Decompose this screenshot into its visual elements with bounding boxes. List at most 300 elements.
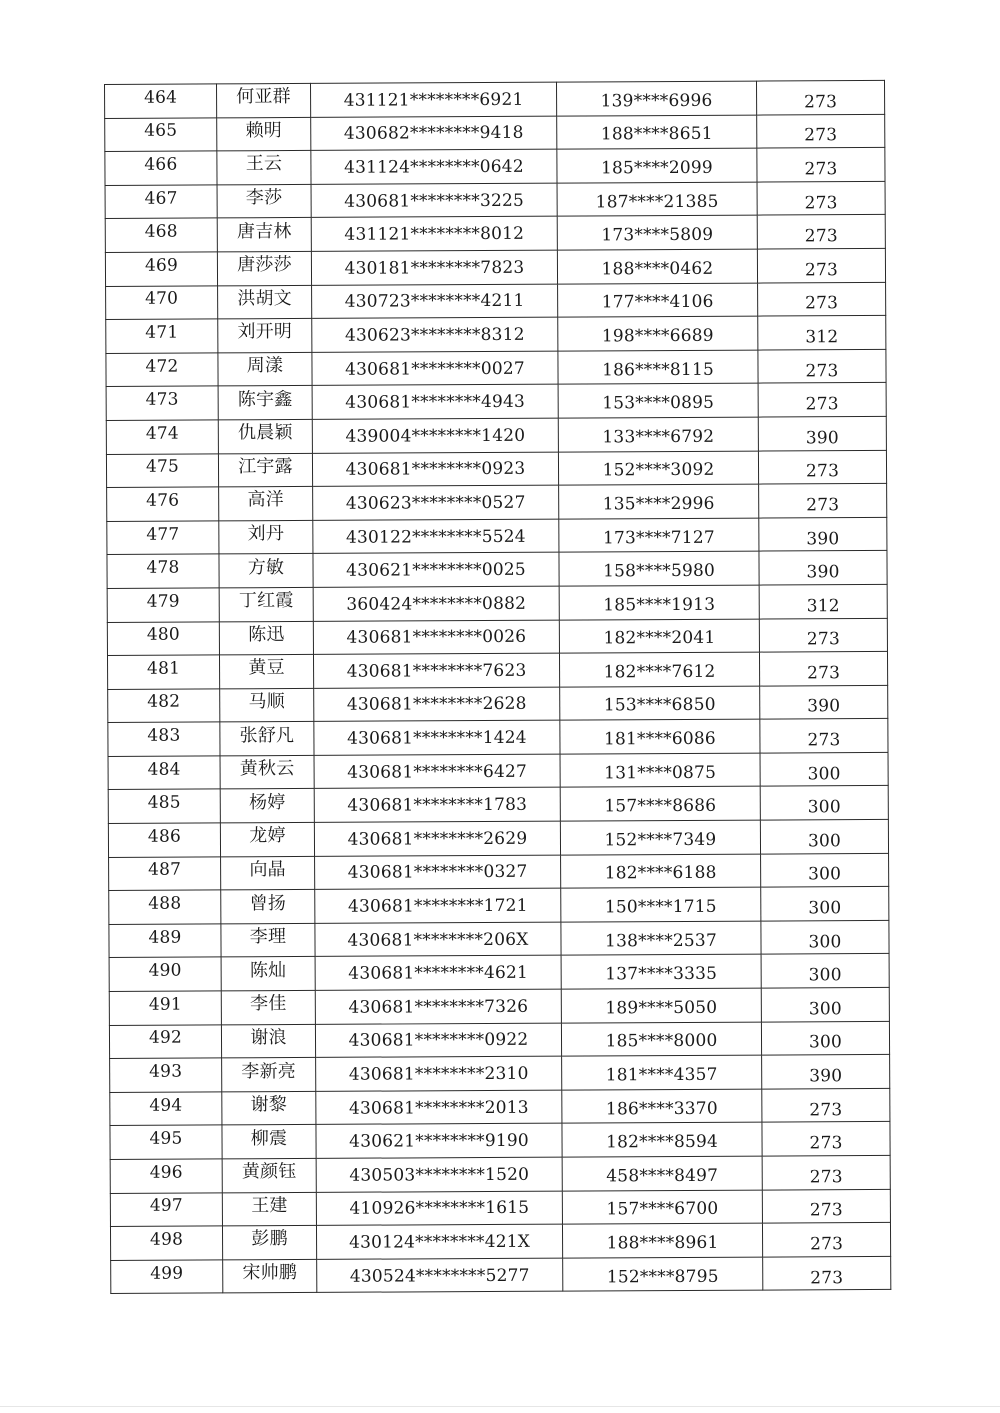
- phone-cell: [562, 1223, 762, 1258]
- id-number: 430681********0923: [345, 459, 526, 481]
- phone-cell: [562, 1190, 762, 1225]
- table-row: [107, 551, 887, 589]
- phone-cell: [560, 787, 760, 822]
- amount-cell: [761, 920, 889, 954]
- name-cell: [222, 1125, 316, 1159]
- row-number-cell: [107, 621, 219, 655]
- table-row: [109, 887, 889, 925]
- phone-number: 135****2996: [602, 493, 715, 515]
- phone-cell: [558, 316, 758, 351]
- phone-cell: [559, 585, 759, 620]
- row-number: 482: [147, 692, 181, 713]
- phone-number: 131****0875: [604, 762, 717, 784]
- phone-cell: [562, 1089, 762, 1124]
- scan-edge-line: [0, 1406, 1000, 1407]
- row-number-cell: [106, 353, 218, 387]
- phone-cell: [561, 921, 761, 956]
- phone-cell: [559, 652, 759, 687]
- amount: 273: [804, 159, 838, 180]
- amount-cell: [760, 685, 888, 719]
- phone-cell: [558, 283, 758, 318]
- table-row: [109, 987, 889, 1025]
- phone-cell: [556, 81, 756, 116]
- table-row: [107, 584, 887, 622]
- phone-number: 181****6086: [603, 728, 716, 750]
- person-name: 赖明: [245, 119, 283, 142]
- amount: 273: [805, 360, 839, 381]
- row-number-cell: [107, 521, 219, 555]
- person-name: 黄豆: [248, 657, 285, 679]
- amount-cell: [758, 450, 886, 484]
- phone-cell: [562, 1055, 762, 1090]
- row-number-cell: [107, 588, 219, 622]
- id-number: 430181********7823: [344, 257, 525, 279]
- row-number: 475: [145, 456, 180, 478]
- amount: 273: [805, 394, 839, 415]
- id-number: 360424********0882: [346, 593, 527, 615]
- amount: 300: [807, 797, 841, 818]
- id-number: 430681********0026: [346, 627, 527, 649]
- amount-cell: [761, 954, 889, 988]
- person-name: 李理: [249, 926, 287, 948]
- amount: 300: [807, 831, 842, 852]
- row-number: 474: [145, 423, 179, 444]
- id-number: 430681********1783: [347, 795, 528, 817]
- id-number: 431121********8012: [344, 223, 525, 245]
- phone-number: 188****8961: [606, 1232, 719, 1254]
- name-cell: [221, 923, 315, 957]
- id-number: 430682********9418: [343, 123, 524, 145]
- table-row: [107, 484, 887, 522]
- phone-cell: [561, 955, 761, 990]
- row-number-cell: [105, 252, 217, 286]
- phone-cell: [561, 854, 761, 889]
- row-number: 492: [148, 1028, 183, 1049]
- phone-cell: [559, 484, 759, 519]
- id-number-cell: [310, 82, 556, 117]
- amount: 300: [807, 763, 841, 784]
- table-row: [107, 517, 887, 555]
- id-number-cell: [314, 788, 560, 823]
- person-name: 王云: [245, 153, 283, 175]
- person-name: 高洋: [247, 489, 284, 511]
- row-number-cell: [106, 319, 218, 353]
- amount: 300: [808, 998, 842, 1020]
- id-number-cell: [313, 653, 559, 688]
- amount: 273: [806, 495, 840, 516]
- id-number-cell: [312, 317, 558, 352]
- person-name: 李新亮: [241, 1060, 297, 1082]
- row-number-cell: [109, 957, 221, 991]
- id-number: 430524********5277: [349, 1265, 530, 1287]
- id-number: 430681********7326: [348, 996, 529, 1018]
- row-number-cell: [110, 1226, 222, 1260]
- id-number-cell: [312, 384, 558, 419]
- row-number-cell: [111, 1260, 223, 1294]
- id-number: 430623********0527: [345, 492, 526, 514]
- id-number-cell: [316, 1157, 562, 1192]
- table-row: [106, 416, 886, 454]
- id-number-cell: [311, 149, 557, 184]
- amount: 390: [809, 1066, 843, 1087]
- roster-table: [104, 80, 891, 1294]
- row-number: 491: [148, 994, 182, 1015]
- table-row: [110, 1088, 890, 1126]
- row-number-cell: [110, 1192, 222, 1226]
- phone-cell: [557, 148, 757, 183]
- phone-cell: [561, 1022, 761, 1057]
- phone-number: 158****5980: [603, 560, 716, 582]
- phone-number: 182****8594: [606, 1132, 719, 1153]
- phone-number: 198****6689: [601, 325, 714, 347]
- row-number-cell: [109, 857, 221, 891]
- phone-cell: [562, 1156, 762, 1191]
- row-number-cell: [108, 689, 220, 723]
- phone-number: 153****6850: [603, 695, 716, 716]
- person-name: 张舒凡: [239, 724, 295, 746]
- table-row: [110, 1055, 890, 1093]
- person-name: 何亚群: [236, 86, 291, 108]
- table-row: [106, 349, 886, 387]
- row-number: 469: [144, 255, 179, 276]
- row-number: 487: [148, 860, 182, 881]
- phone-number: 153****0895: [602, 392, 715, 414]
- id-number-cell: [312, 452, 558, 487]
- row-number: 493: [149, 1061, 183, 1082]
- row-number-cell: [106, 453, 218, 487]
- amount-cell: [756, 80, 884, 114]
- name-cell: [220, 688, 314, 722]
- row-number: 494: [149, 1095, 183, 1116]
- id-number-cell: [315, 855, 561, 890]
- name-cell: [218, 352, 312, 386]
- phone-number: 157****6700: [606, 1199, 719, 1220]
- phone-number: 173****7127: [602, 527, 715, 548]
- phone-number: 185****1913: [603, 594, 716, 616]
- row-number-cell: [106, 285, 218, 319]
- phone-number: 157****8686: [604, 796, 717, 817]
- id-number: 430681********0327: [347, 862, 528, 884]
- row-number: 464: [143, 87, 178, 108]
- amount-cell: [761, 853, 889, 887]
- phone-cell: [559, 551, 759, 586]
- row-number: 472: [145, 356, 179, 377]
- table-row: [109, 920, 889, 958]
- id-number: 430681********0027: [345, 358, 525, 380]
- amount: 273: [809, 1200, 843, 1221]
- phone-number: 186****8115: [601, 359, 715, 380]
- table-row: [110, 1223, 890, 1261]
- row-number: 477: [146, 524, 180, 545]
- amount: 273: [804, 192, 838, 213]
- phone-number: 138****2537: [604, 930, 717, 952]
- amount: 390: [805, 427, 839, 449]
- amount-cell: [758, 349, 886, 383]
- amount-cell: [757, 215, 885, 249]
- amount: 273: [804, 91, 838, 113]
- phone-cell: [559, 518, 759, 553]
- person-name: 黄颜钰: [241, 1161, 297, 1183]
- row-number: 473: [145, 389, 179, 410]
- id-number: 430681********7623: [346, 660, 527, 682]
- person-name: 刘开明: [237, 321, 293, 343]
- row-number: 479: [146, 591, 180, 612]
- amount-cell: [757, 248, 885, 282]
- name-cell: [221, 890, 315, 924]
- name-cell: [221, 1024, 315, 1058]
- id-number-cell: [314, 821, 560, 856]
- amount-cell: [759, 651, 887, 685]
- id-number: 430681********2628: [346, 694, 527, 716]
- amount: 312: [805, 327, 839, 348]
- phone-cell: [557, 215, 757, 250]
- row-number: 495: [149, 1128, 183, 1149]
- amount: 273: [809, 1099, 843, 1120]
- id-number-cell: [313, 519, 559, 554]
- phone-number: 133****6792: [602, 426, 715, 448]
- id-number: 430503********1520: [349, 1164, 530, 1186]
- person-name: 李莎: [245, 187, 283, 209]
- amount: 273: [807, 730, 841, 751]
- person-name: 陈迅: [248, 623, 285, 646]
- amount-cell: [761, 887, 889, 921]
- amount-cell: [758, 383, 886, 417]
- amount: 273: [804, 259, 839, 281]
- amount: 390: [806, 528, 840, 549]
- id-number-cell: [316, 1056, 562, 1091]
- phone-number: 177****4106: [601, 292, 714, 313]
- amount-cell: [760, 752, 888, 786]
- amount: 273: [807, 663, 841, 684]
- amount-cell: [762, 1055, 890, 1089]
- row-number-cell: [105, 118, 217, 152]
- id-number: 430681********2629: [347, 828, 528, 850]
- id-number-cell: [311, 250, 557, 285]
- phone-number: 152****7349: [604, 829, 717, 851]
- row-number-cell: [110, 1092, 222, 1126]
- name-cell: [222, 1091, 316, 1125]
- id-number: 430621********0025: [346, 559, 526, 581]
- row-number-cell: [109, 991, 221, 1025]
- id-number-cell: [314, 687, 560, 722]
- phone-number: 185****8000: [605, 1031, 718, 1052]
- phone-cell: [560, 686, 760, 721]
- person-name: 龙婷: [249, 825, 286, 847]
- phone-cell: [559, 619, 759, 654]
- row-number: 498: [149, 1229, 184, 1250]
- amount-cell: [757, 114, 885, 148]
- name-cell: [218, 386, 312, 420]
- amount: 390: [807, 696, 841, 717]
- id-number: 431124********0642: [343, 156, 524, 178]
- amount: 273: [810, 1234, 844, 1255]
- person-name: 仇晨颖: [237, 422, 293, 444]
- phone-cell: [558, 451, 758, 486]
- name-cell: [217, 251, 311, 285]
- name-cell: [218, 453, 312, 487]
- name-cell: [219, 520, 313, 554]
- amount-cell: [757, 181, 885, 215]
- phone-cell: [557, 115, 757, 150]
- table-row: [109, 954, 889, 992]
- table-row: [105, 248, 885, 286]
- table-row: [110, 1189, 890, 1227]
- phone-cell: [558, 350, 758, 385]
- table-row: [106, 450, 886, 488]
- roster-body: [105, 80, 891, 1293]
- amount-cell: [758, 282, 886, 316]
- id-number-cell: [312, 351, 558, 386]
- person-name: 陈宇鑫: [237, 388, 293, 410]
- id-number: 430681********4621: [348, 963, 529, 984]
- id-number-cell: [311, 116, 557, 151]
- id-number-cell: [311, 183, 557, 218]
- table-row: [106, 383, 886, 421]
- name-cell: [221, 856, 315, 890]
- name-cell: [219, 554, 313, 588]
- row-number: 490: [148, 960, 182, 982]
- amount: 300: [808, 965, 842, 986]
- amount: 273: [809, 1166, 843, 1188]
- phone-number: 182****7612: [603, 661, 716, 683]
- name-cell: [223, 1259, 317, 1293]
- amount-cell: [762, 1122, 890, 1156]
- row-number-cell: [105, 84, 217, 118]
- phone-number: 173****5809: [601, 224, 714, 246]
- amount-cell: [762, 1189, 890, 1223]
- phone-number: 181****4357: [605, 1064, 718, 1086]
- row-number-cell: [107, 487, 219, 521]
- amount: 273: [810, 1267, 844, 1288]
- row-number-cell: [108, 789, 220, 823]
- id-number-cell: [316, 1191, 562, 1226]
- id-number-cell: [315, 989, 561, 1024]
- table-row: [110, 1155, 890, 1193]
- amount: 273: [804, 125, 838, 146]
- name-cell: [222, 1158, 316, 1192]
- person-name: 黄秋云: [239, 758, 295, 780]
- person-name: 向晶: [249, 859, 286, 881]
- table-row: [111, 1256, 891, 1294]
- row-number: 465: [144, 121, 178, 142]
- person-name: 谢黎: [250, 1094, 288, 1116]
- amount: 273: [809, 1133, 843, 1154]
- row-number-cell: [109, 890, 221, 924]
- id-number: 430681********1721: [347, 895, 528, 917]
- table-row: [108, 819, 888, 857]
- row-number-cell: [108, 823, 220, 857]
- name-cell: [219, 587, 313, 621]
- amount-cell: [758, 316, 886, 350]
- amount: 300: [808, 931, 842, 952]
- phone-number: 186****3370: [605, 1098, 718, 1119]
- row-number-cell: [110, 1125, 222, 1159]
- id-number: 439004********1420: [345, 425, 526, 447]
- row-number: 489: [148, 927, 182, 948]
- id-number: 430623********8312: [344, 324, 525, 346]
- id-number-cell: [314, 754, 560, 789]
- person-name: 陈灿: [249, 959, 287, 981]
- amount-cell: [759, 584, 887, 618]
- row-number: 468: [144, 221, 178, 242]
- amount-cell: [759, 551, 887, 585]
- row-number: 484: [147, 759, 181, 780]
- name-cell: [220, 722, 314, 756]
- id-number-cell: [315, 956, 561, 991]
- phone-cell: [558, 383, 758, 418]
- row-number-cell: [107, 655, 219, 689]
- amount: 300: [808, 898, 842, 919]
- phone-cell: [561, 988, 761, 1023]
- id-number: 430621********9190: [349, 1130, 529, 1152]
- id-number-cell: [311, 217, 557, 252]
- phone-number: 152****8795: [606, 1266, 719, 1287]
- table-row: [105, 80, 885, 118]
- row-number-cell: [106, 420, 218, 454]
- table-row: [106, 282, 886, 320]
- person-name: 曾扬: [249, 892, 287, 914]
- phone-cell: [560, 820, 760, 855]
- table-row: [110, 1122, 890, 1160]
- phone-cell: [558, 417, 758, 452]
- phone-cell: [557, 182, 757, 217]
- table-row: [109, 1021, 889, 1059]
- name-cell: [220, 789, 314, 823]
- row-number-cell: [110, 1058, 222, 1092]
- person-name: 唐吉林: [236, 220, 292, 242]
- amount-cell: [763, 1256, 891, 1290]
- id-number-cell: [314, 720, 560, 755]
- person-name: 杨婷: [249, 791, 286, 814]
- row-number: 467: [144, 188, 178, 209]
- row-number: 486: [147, 826, 182, 847]
- phone-number: 189****5050: [605, 997, 718, 1019]
- phone-number: 137****3335: [605, 964, 718, 985]
- name-cell: [222, 1226, 316, 1260]
- row-number: 480: [146, 624, 180, 646]
- id-number: 430681********0922: [348, 1030, 529, 1052]
- amount: 273: [805, 461, 840, 482]
- table-row: [105, 148, 885, 186]
- table-row: [108, 719, 888, 757]
- name-cell: [217, 83, 311, 117]
- row-number-cell: [110, 1159, 222, 1193]
- person-name: 刘丹: [247, 523, 285, 545]
- id-number: 430681********2013: [348, 1097, 529, 1119]
- table-row: [105, 181, 885, 219]
- row-number-cell: [109, 1025, 221, 1059]
- name-cell: [222, 1192, 316, 1226]
- amount-cell: [759, 484, 887, 518]
- person-name: 宋帅鹏: [242, 1262, 298, 1284]
- table-row: [109, 853, 889, 891]
- name-cell: [220, 822, 314, 856]
- phone-number: 152****3092: [602, 460, 715, 481]
- id-number-cell: [312, 284, 558, 319]
- id-number: 430681********4943: [345, 391, 526, 413]
- table-row: [108, 752, 888, 790]
- id-number-cell: [317, 1258, 563, 1293]
- row-number: 483: [147, 725, 181, 746]
- row-number: 499: [150, 1263, 184, 1284]
- name-cell: [221, 957, 315, 991]
- id-number: 430681********1424: [346, 727, 527, 749]
- name-cell: [219, 487, 313, 521]
- name-cell: [219, 621, 313, 655]
- amount-cell: [761, 987, 889, 1021]
- person-name: 谢浪: [250, 1026, 287, 1049]
- row-number-cell: [105, 151, 217, 185]
